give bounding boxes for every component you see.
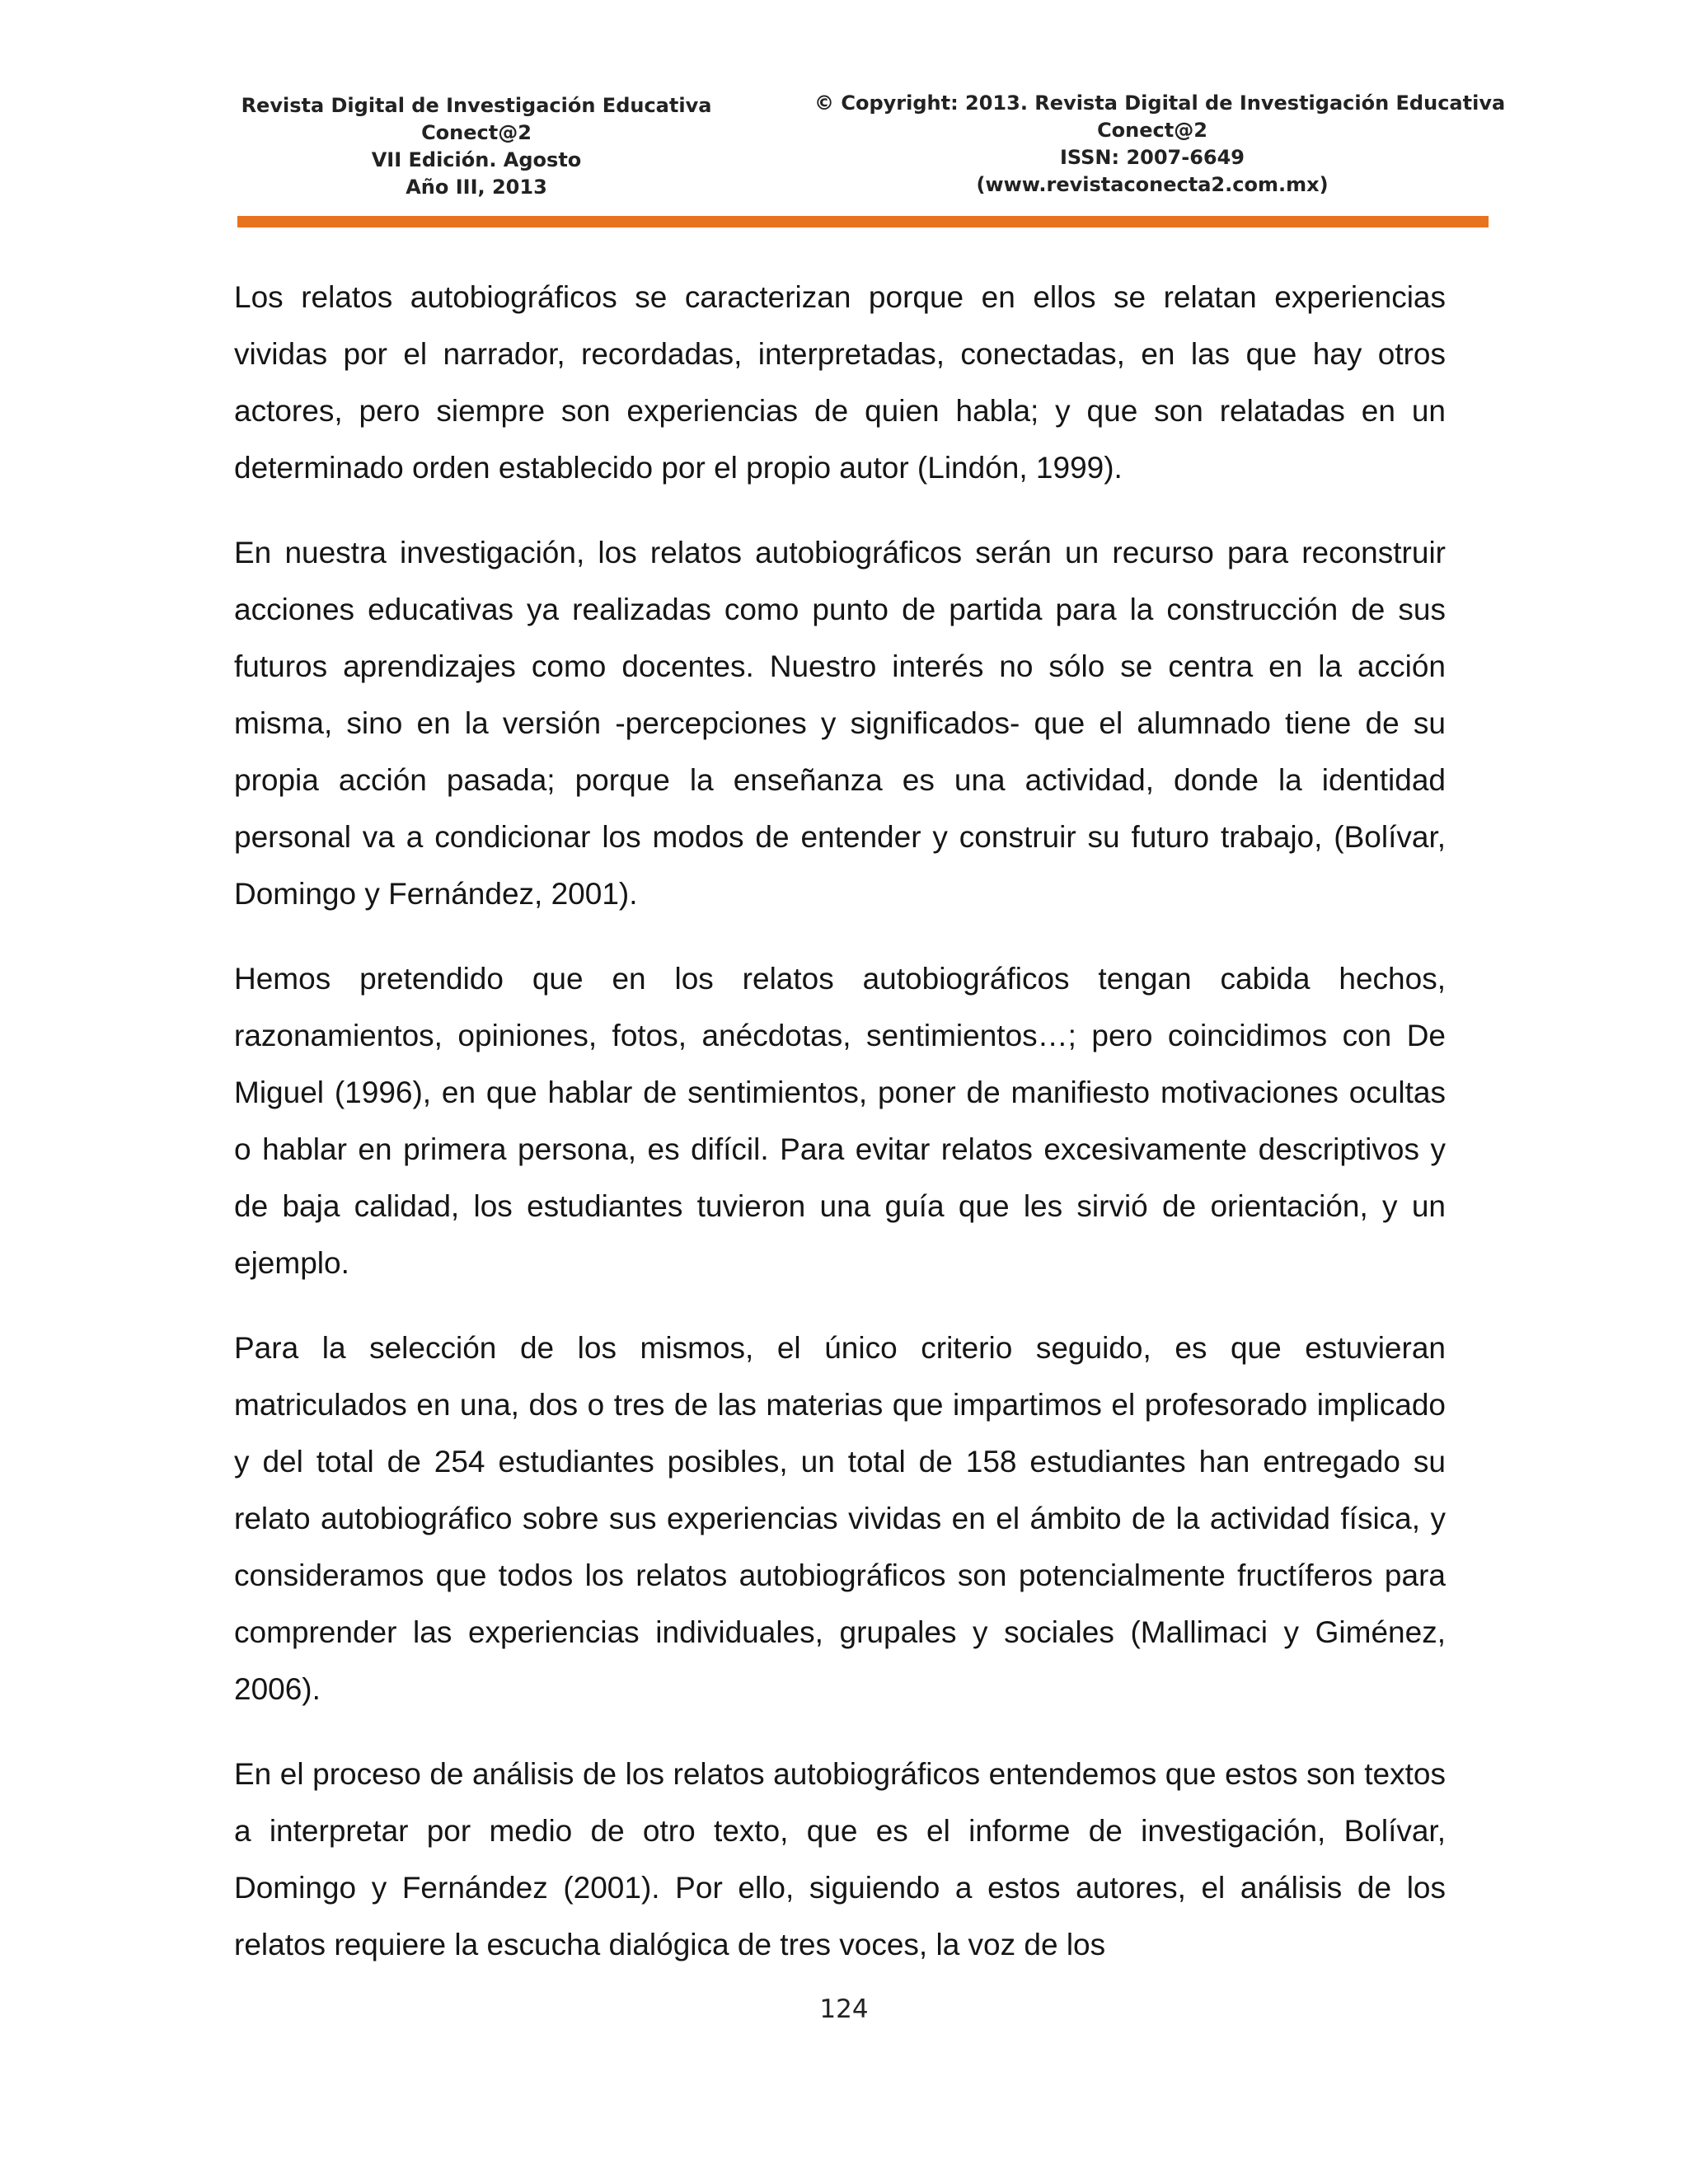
copyright-journal-name: Conect@2 bbox=[1097, 119, 1207, 142]
paragraph: Los relatos autobiográficos se caracterizan porque en ellos se relatan experiencias vividas por el narrador, recordadas, interpretadas, conectadas, en las que hay otros actores, pero siempre son experiencias de quien habla; y que son relatadas en un determinado orden establecido por el propio autor (Lindón, 1999). bbox=[234, 280, 1446, 485]
year-label: Año III, 2013 bbox=[406, 176, 547, 199]
edition-label: VII Edición. Agosto bbox=[371, 148, 582, 171]
page-number: 124 bbox=[819, 1994, 869, 2024]
journal-info-block bbox=[237, 92, 715, 201]
header-divider bbox=[237, 216, 1489, 227]
paragraph: Hemos pretendido que en los relatos autobiográficos tengan cabida hechos, razonamientos, opiniones, fotos, anécdotas, sentimientos…; pero coincidimos con De Miguel (1996), en que hablar de sentimientos, poner de manifiesto motivaciones ocultas o hablar en primera persona, es difícil. Para evitar relatos excesivamente descriptivos y de baja calidad, los estudiantes tuvieron una guía que les sirvió de orientación, y un ejemplo. bbox=[234, 962, 1446, 1280]
copyright-line: © Copyright: 2013. Revista Digital de Investigación Educativa bbox=[814, 91, 1506, 115]
journal-name: Conect@2 bbox=[421, 121, 532, 144]
issn-label: ISSN: 2007-6649 bbox=[1059, 146, 1245, 169]
paragraph: En el proceso de análisis de los relatos autobiográficos entendemos que estos son textos a interpretar por medio de otro texto, que es el informe de investigación, Bolívar, Domingo y Fernández (2001). Por ello, siguiendo a estos autores, el análisis de los relatos requiere la escucha dialógica de tres voces, la voz de los bbox=[234, 1757, 1446, 1961]
main-body bbox=[234, 269, 1446, 2001]
page-header bbox=[237, 91, 1506, 216]
website-label: (www.revistaconecta2.com.mx) bbox=[976, 173, 1329, 196]
paragraph: En nuestra investigación, los relatos autobiográficos serán un recurso para reconstruir acciones educativas ya realizadas como punto de partida para la construcción de sus futuros aprendizajes como docentes. Nuestro interés no sólo se centra en la acción misma, sino en la versión -percepciones y significados- que el alumnado tiene de su propia acción pasada; porque la enseñanza es una actividad, donde la identidad personal va a condicionar los modos de entender y construir su futuro trabajo, (Bolívar, Domingo y Fernández, 2001). bbox=[234, 536, 1446, 911]
journal-title: Revista Digital de Investigación Educativa bbox=[241, 94, 712, 117]
copyright-block bbox=[814, 90, 1506, 199]
paragraph: Para la selección de los mismos, el único criterio seguido, es que estuvieran matriculados en una, dos o tres de las materias que impartimos el profesorado implicado y del total de 254 estudiantes posibles, un total de 158 estudiantes han entregado su relato autobiográfico sobre sus experiencias vividas en el ámbito de la actividad física, y consideramos que todos los relatos autobiográficos son potencialmente fructíferos para comprender las experiencias individuales, grupales y sociales (Mallimaci y Giménez, 2006). bbox=[234, 1331, 1446, 1706]
